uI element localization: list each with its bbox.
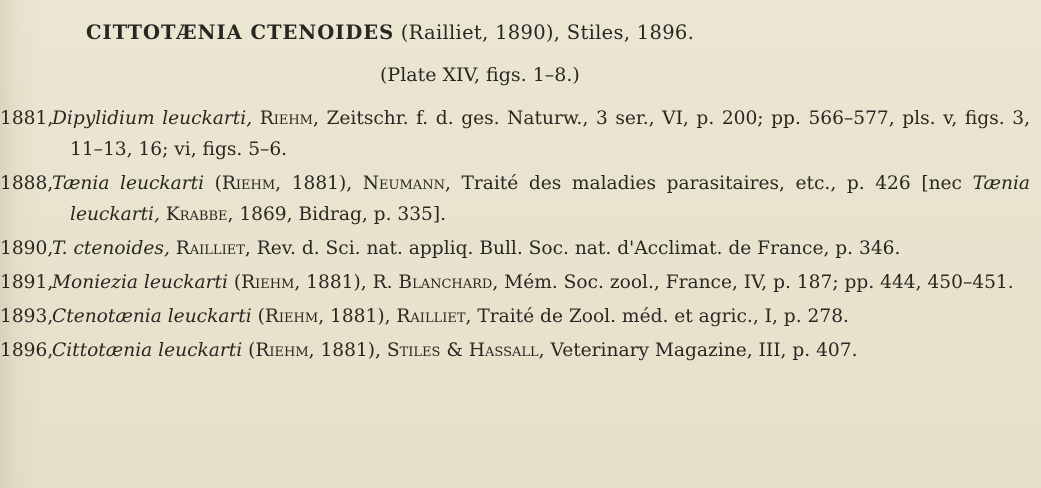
- entry-author-3: Krabbe,: [159, 204, 234, 225]
- entry-taxon: Cittotænia leuckarti: [52, 340, 243, 361]
- entry-citation: Rev. d. Sci. nat. appliq. Bull. Soc. nat. d'Acclimat. de France, p. 346.: [250, 238, 901, 259]
- synonymy-entry-1891: [0, 267, 1030, 298]
- entry-year-ref: 1881),: [324, 306, 397, 327]
- entry-year: 1896,: [0, 340, 54, 361]
- entry-paren: (: [227, 272, 242, 293]
- entry-citation: Traité de Zool. méd. et agric., I, p. 278.: [471, 306, 849, 327]
- entry-taxon: Ctenotænia leuckarti: [52, 306, 252, 327]
- entry-paren: (: [204, 173, 222, 194]
- entry-paren: (: [242, 340, 256, 361]
- entry-citation: Traité des maladies parasitaires, etc., p. 426 [nec: [450, 173, 973, 194]
- entry-year: 1891,: [0, 272, 54, 293]
- entry-author: Riehm,: [241, 272, 301, 293]
- entry-year: 1888,: [0, 173, 54, 194]
- entry-year-ref: 1881), R.: [300, 272, 399, 293]
- entry-citation: Veterinary Magazine, III, p. 407.: [544, 340, 858, 361]
- species-heading: [86, 21, 694, 44]
- entry-citation: Zeitschr. f. d. ges. Naturw., 3 ser., VI, p. 200; pp. 566–577, pls. v, figs. 3, 11–13, 16; vi, figs. 5–6.: [70, 108, 1030, 160]
- entry-citation: Mém. Soc. zool., France, IV, p. 187; pp. 444, 450–451.: [498, 272, 1014, 293]
- entry-author-2: Stiles & Hassall,: [386, 340, 545, 361]
- entry-author: Riehm,: [255, 340, 315, 361]
- species-name: CITTOTÆNIA CTENOIDES: [86, 21, 395, 44]
- entry-year: 1893,: [0, 306, 54, 327]
- entry-author-2: Blanchard,: [398, 272, 499, 293]
- entry-year-ref: 1881),: [314, 340, 387, 361]
- entry-author: Riehm,: [221, 173, 282, 194]
- entry-taxon: T. ctenoides,: [52, 238, 170, 259]
- entry-taxon: Tænia leuckarti: [52, 173, 205, 194]
- synonymy-entry-1890: [0, 233, 1030, 264]
- entry-year-ref: 1881),: [281, 173, 363, 194]
- entry-taxon-2: Tænia leuckarti,: [70, 173, 1031, 225]
- synonymy-entry-1881: [0, 103, 1030, 165]
- synonymy-entry-1888: [0, 168, 1030, 230]
- entry-year: 1890,: [0, 238, 54, 259]
- plate-reference: (Plate XIV, figs. 1–8.): [380, 64, 580, 86]
- entry-citation-2: 1869, Bidrag, p. 335].: [233, 204, 447, 225]
- synonymy-entry-1893: [0, 301, 1030, 332]
- entry-author-2: Neumann,: [362, 173, 451, 194]
- entry-author: Railliet,: [175, 238, 251, 259]
- entry-year: 1881,: [0, 108, 54, 129]
- entry-author: Riehm,: [264, 306, 325, 327]
- species-authority: (Railliet, 1890), Stiles, 1896.: [400, 21, 695, 44]
- entry-taxon: Moniezia leuckarti: [52, 272, 228, 293]
- entry-taxon: Dipylidium leuckarti,: [52, 108, 253, 129]
- entry-paren: (: [251, 306, 265, 327]
- synonymy-list: [0, 103, 1030, 369]
- entry-author-2: Railliet,: [396, 306, 472, 327]
- entry-author: Riehm,: [259, 108, 319, 129]
- synonymy-entry-1896: [0, 335, 1030, 366]
